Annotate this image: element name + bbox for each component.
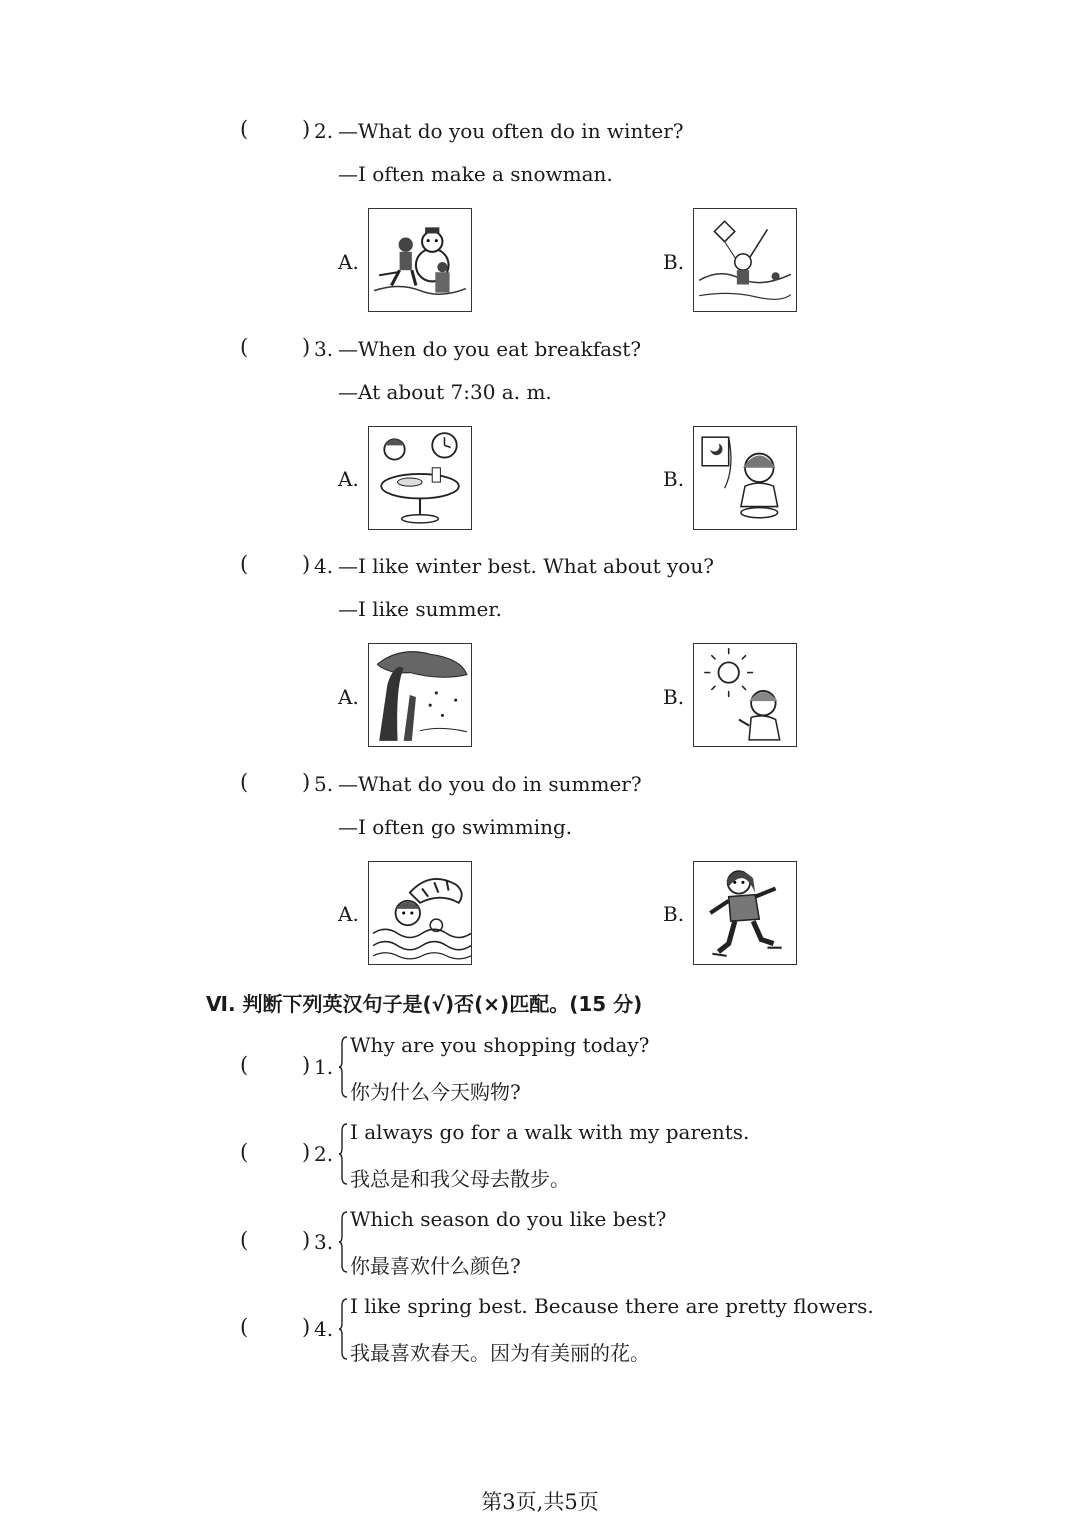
question-text: —What do you do in summer?	[338, 772, 642, 796]
autumn-tree-illustration	[369, 644, 471, 746]
option-b-label: B.	[663, 467, 685, 491]
answer-paren-open: (	[240, 1228, 249, 1252]
answer-paren-close: )	[302, 1315, 311, 1339]
breakfast-clock-illustration	[369, 427, 471, 529]
swimming-picture	[368, 861, 472, 965]
english-sentence: Which season do you like best?	[350, 1207, 667, 1231]
left-brace	[338, 1211, 348, 1273]
skating-illustration	[694, 862, 796, 964]
question-text: —When do you eat breakfast?	[338, 337, 642, 361]
english-sentence: Why are you shopping today?	[350, 1033, 650, 1057]
answer-paren-open: (	[240, 1053, 249, 1077]
answer-paren-close: )	[302, 1228, 311, 1252]
answer-paren-close: )	[302, 770, 311, 794]
question-number: 5.	[314, 772, 334, 796]
breakfast-clock-picture	[368, 426, 472, 530]
item-number: 4.	[314, 1317, 334, 1341]
summer-sun-picture	[693, 643, 797, 747]
swimming-illustration	[369, 862, 471, 964]
snowman-picture	[368, 208, 472, 312]
chinese-sentence: 我最喜欢春天。因为有美丽的花。	[350, 1341, 650, 1365]
dinner-night-picture	[693, 426, 797, 530]
option-a-label: A.	[338, 902, 359, 926]
answer-paren-open: (	[240, 1315, 249, 1339]
answer-paren-close: )	[302, 1053, 311, 1077]
answer-paren-open: (	[240, 117, 249, 141]
answer-text: —I often make a snowman.	[338, 162, 613, 186]
answer-paren-open: (	[240, 335, 249, 359]
question-number: 3.	[314, 337, 334, 361]
skating-picture	[693, 861, 797, 965]
option-a-label: A.	[338, 685, 359, 709]
answer-paren-close: )	[302, 335, 311, 359]
answer-paren-open: (	[240, 1140, 249, 1164]
answer-text: —At about 7:30 a. m.	[338, 380, 552, 404]
left-brace	[338, 1123, 348, 1185]
answer-paren-close: )	[302, 117, 311, 141]
chinese-sentence: 你最喜欢什么颜色?	[350, 1254, 521, 1278]
snowman-illustration	[369, 209, 471, 311]
question-number: 4.	[314, 554, 334, 578]
chinese-sentence: 你为什么今天购物?	[350, 1080, 521, 1104]
option-a-label: A.	[338, 467, 359, 491]
english-sentence: I always go for a walk with my parents.	[350, 1120, 750, 1144]
kite-flying-illustration	[694, 209, 796, 311]
answer-paren-open: (	[240, 552, 249, 576]
question-text: —What do you often do in winter?	[338, 119, 684, 143]
answer-paren-close: )	[302, 1140, 311, 1164]
chinese-sentence: 我总是和我父母去散步。	[350, 1167, 570, 1191]
dinner-night-illustration	[694, 427, 796, 529]
answer-text: —I often go swimming.	[338, 815, 573, 839]
question-text: —I like winter best. What about you?	[338, 554, 714, 578]
answer-paren-open: (	[240, 770, 249, 794]
english-sentence: I like spring best. Because there are pretty flowers.	[350, 1294, 874, 1318]
answer-text: —I like summer.	[338, 597, 502, 621]
kite-flying-picture	[693, 208, 797, 312]
left-brace	[338, 1036, 348, 1098]
section-title: Ⅵ. 判断下列英汉句子是(√)否(×)匹配。(15 分)	[206, 992, 643, 1016]
left-brace	[338, 1298, 348, 1360]
option-b-label: B.	[663, 250, 685, 274]
answer-paren-close: )	[302, 552, 311, 576]
question-number: 2.	[314, 119, 334, 143]
option-a-label: A.	[338, 250, 359, 274]
autumn-tree-picture	[368, 643, 472, 747]
option-b-label: B.	[663, 685, 685, 709]
item-number: 3.	[314, 1230, 334, 1254]
item-number: 2.	[314, 1142, 334, 1166]
page-number-footer: 第3页,共5页	[481, 1490, 599, 1514]
item-number: 1.	[314, 1055, 334, 1079]
summer-sun-illustration	[694, 644, 796, 746]
option-b-label: B.	[663, 902, 685, 926]
